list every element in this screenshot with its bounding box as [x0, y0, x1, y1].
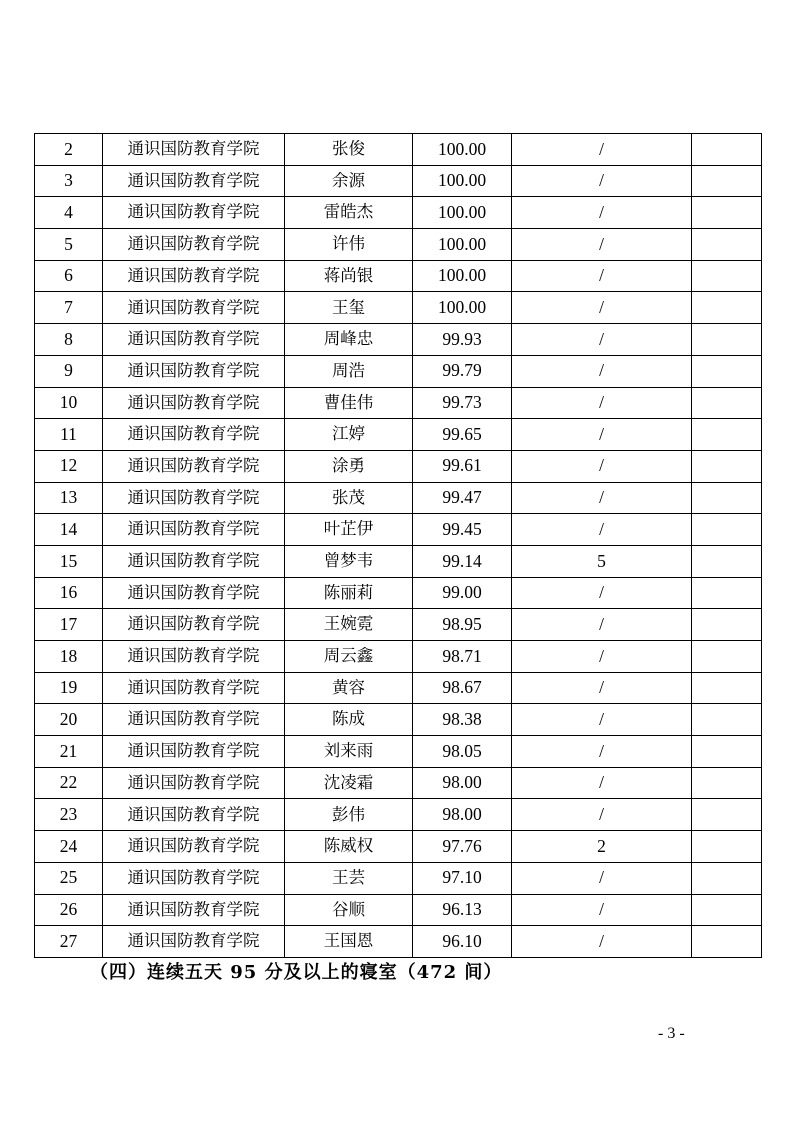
- department-cell: 通识国防教育学院: [103, 260, 285, 292]
- remark-cell: [692, 926, 762, 958]
- page-number: - 3 -: [658, 1025, 685, 1042]
- student-name-cell: 陈成: [285, 704, 413, 736]
- deduction-cell: /: [512, 736, 692, 768]
- score-cell: 99.14: [413, 545, 512, 577]
- table-row: [35, 165, 762, 197]
- score-cell: 99.65: [413, 419, 512, 451]
- student-name-cell: 叶芷伊: [285, 514, 413, 546]
- ranking-table: [34, 133, 762, 958]
- department-cell: 通识国防教育学院: [103, 292, 285, 324]
- deduction-cell: /: [512, 197, 692, 229]
- deduction-cell: /: [512, 862, 692, 894]
- remark-cell: [692, 641, 762, 673]
- score-cell: 99.47: [413, 482, 512, 514]
- deduction-cell: /: [512, 450, 692, 482]
- score-cell: 99.45: [413, 514, 512, 546]
- department-cell: 通识国防教育学院: [103, 609, 285, 641]
- deduction-cell: /: [512, 577, 692, 609]
- department-cell: 通识国防教育学院: [103, 514, 285, 546]
- student-name-cell: 张俊: [285, 134, 413, 166]
- table-row: [35, 197, 762, 229]
- department-cell: 通识国防教育学院: [103, 355, 285, 387]
- row-number-cell: 8: [35, 324, 103, 356]
- remark-cell: [692, 736, 762, 768]
- table-row: [35, 387, 762, 419]
- row-number-cell: 22: [35, 767, 103, 799]
- row-number-cell: 25: [35, 862, 103, 894]
- row-number-cell: 7: [35, 292, 103, 324]
- row-number-cell: 24: [35, 831, 103, 863]
- table-row: [35, 450, 762, 482]
- student-name-cell: 许伟: [285, 229, 413, 261]
- row-number-cell: 4: [35, 197, 103, 229]
- department-cell: 通识国防教育学院: [103, 229, 285, 261]
- row-number-cell: 14: [35, 514, 103, 546]
- table-row: [35, 799, 762, 831]
- score-cell: 99.73: [413, 387, 512, 419]
- row-number-cell: 9: [35, 355, 103, 387]
- score-cell: 98.00: [413, 799, 512, 831]
- section-heading: （四）连续五天 95 分及以上的寝室（472 间）: [90, 962, 503, 983]
- remark-cell: [692, 577, 762, 609]
- student-name-cell: 王芸: [285, 862, 413, 894]
- deduction-cell: /: [512, 514, 692, 546]
- remark-cell: [692, 450, 762, 482]
- score-cell: 99.61: [413, 450, 512, 482]
- score-cell: 100.00: [413, 292, 512, 324]
- deduction-cell: /: [512, 260, 692, 292]
- row-number-cell: 13: [35, 482, 103, 514]
- row-number-cell: 19: [35, 672, 103, 704]
- student-name-cell: 周云鑫: [285, 641, 413, 673]
- student-name-cell: 彭伟: [285, 799, 413, 831]
- remark-cell: [692, 799, 762, 831]
- department-cell: 通识国防教育学院: [103, 482, 285, 514]
- department-cell: 通识国防教育学院: [103, 799, 285, 831]
- row-number-cell: 18: [35, 641, 103, 673]
- score-cell: 98.71: [413, 641, 512, 673]
- department-cell: 通识国防教育学院: [103, 577, 285, 609]
- row-number-cell: 26: [35, 894, 103, 926]
- deduction-cell: /: [512, 926, 692, 958]
- table-row: [35, 704, 762, 736]
- remark-cell: [692, 672, 762, 704]
- department-cell: 通识国防教育学院: [103, 165, 285, 197]
- department-cell: 通识国防教育学院: [103, 926, 285, 958]
- row-number-cell: 3: [35, 165, 103, 197]
- deduction-cell: /: [512, 799, 692, 831]
- remark-cell: [692, 260, 762, 292]
- department-cell: 通识国防教育学院: [103, 672, 285, 704]
- row-number-cell: 15: [35, 545, 103, 577]
- row-number-cell: 20: [35, 704, 103, 736]
- remark-cell: [692, 165, 762, 197]
- score-cell: 100.00: [413, 165, 512, 197]
- score-cell: 98.00: [413, 767, 512, 799]
- student-name-cell: 王玺: [285, 292, 413, 324]
- department-cell: 通识国防教育学院: [103, 387, 285, 419]
- score-cell: 99.00: [413, 577, 512, 609]
- deduction-cell: 2: [512, 831, 692, 863]
- student-name-cell: 刘来雨: [285, 736, 413, 768]
- table-row: [35, 641, 762, 673]
- remark-cell: [692, 514, 762, 546]
- table-row: [35, 134, 762, 166]
- remark-cell: [692, 134, 762, 166]
- table-row: [35, 894, 762, 926]
- department-cell: 通识国防教育学院: [103, 862, 285, 894]
- remark-cell: [692, 387, 762, 419]
- remark-cell: [692, 197, 762, 229]
- student-name-cell: 王国恩: [285, 926, 413, 958]
- department-cell: 通识国防教育学院: [103, 641, 285, 673]
- score-cell: 99.93: [413, 324, 512, 356]
- department-cell: 通识国防教育学院: [103, 134, 285, 166]
- deduction-cell: /: [512, 641, 692, 673]
- department-cell: 通识国防教育学院: [103, 894, 285, 926]
- table-row: [35, 545, 762, 577]
- table-row: [35, 926, 762, 958]
- remark-cell: [692, 355, 762, 387]
- student-name-cell: 周浩: [285, 355, 413, 387]
- department-cell: 通识国防教育学院: [103, 450, 285, 482]
- row-number-cell: 12: [35, 450, 103, 482]
- table-row: [35, 672, 762, 704]
- row-number-cell: 10: [35, 387, 103, 419]
- deduction-cell: /: [512, 387, 692, 419]
- row-number-cell: 21: [35, 736, 103, 768]
- score-cell: 96.10: [413, 926, 512, 958]
- deduction-cell: /: [512, 482, 692, 514]
- deduction-cell: /: [512, 229, 692, 261]
- student-name-cell: 王婉霓: [285, 609, 413, 641]
- score-cell: 97.10: [413, 862, 512, 894]
- deduction-cell: /: [512, 134, 692, 166]
- student-name-cell: 江婷: [285, 419, 413, 451]
- table-row: [35, 831, 762, 863]
- score-cell: 98.05: [413, 736, 512, 768]
- student-name-cell: 陈威权: [285, 831, 413, 863]
- score-cell: 98.95: [413, 609, 512, 641]
- department-cell: 通识国防教育学院: [103, 545, 285, 577]
- score-cell: 99.79: [413, 355, 512, 387]
- deduction-cell: /: [512, 165, 692, 197]
- student-name-cell: 涂勇: [285, 450, 413, 482]
- remark-cell: [692, 831, 762, 863]
- remark-cell: [692, 862, 762, 894]
- remark-cell: [692, 894, 762, 926]
- deduction-cell: /: [512, 324, 692, 356]
- table-row: [35, 260, 762, 292]
- row-number-cell: 16: [35, 577, 103, 609]
- score-cell: 98.38: [413, 704, 512, 736]
- table-row: [35, 577, 762, 609]
- deduction-cell: /: [512, 355, 692, 387]
- deduction-cell: /: [512, 419, 692, 451]
- score-cell: 100.00: [413, 197, 512, 229]
- remark-cell: [692, 292, 762, 324]
- remark-cell: [692, 229, 762, 261]
- table-body: [35, 134, 762, 958]
- row-number-cell: 27: [35, 926, 103, 958]
- department-cell: 通识国防教育学院: [103, 736, 285, 768]
- student-name-cell: 曹佳伟: [285, 387, 413, 419]
- row-number-cell: 23: [35, 799, 103, 831]
- student-name-cell: 黄容: [285, 672, 413, 704]
- deduction-cell: /: [512, 704, 692, 736]
- department-cell: 通识国防教育学院: [103, 831, 285, 863]
- deduction-cell: /: [512, 609, 692, 641]
- remark-cell: [692, 704, 762, 736]
- student-name-cell: 谷顺: [285, 894, 413, 926]
- table-row: [35, 324, 762, 356]
- row-number-cell: 11: [35, 419, 103, 451]
- student-name-cell: 余源: [285, 165, 413, 197]
- department-cell: 通识国防教育学院: [103, 197, 285, 229]
- score-cell: 98.67: [413, 672, 512, 704]
- table-row: [35, 355, 762, 387]
- row-number-cell: 6: [35, 260, 103, 292]
- deduction-cell: /: [512, 292, 692, 324]
- table-row: [35, 292, 762, 324]
- remark-cell: [692, 324, 762, 356]
- deduction-cell: /: [512, 672, 692, 704]
- row-number-cell: 2: [35, 134, 103, 166]
- row-number-cell: 5: [35, 229, 103, 261]
- department-cell: 通识国防教育学院: [103, 419, 285, 451]
- table-row: [35, 767, 762, 799]
- table-row: [35, 419, 762, 451]
- score-cell: 100.00: [413, 260, 512, 292]
- deduction-cell: 5: [512, 545, 692, 577]
- deduction-cell: /: [512, 767, 692, 799]
- department-cell: 通识国防教育学院: [103, 704, 285, 736]
- student-name-cell: 陈丽莉: [285, 577, 413, 609]
- student-name-cell: 曾梦韦: [285, 545, 413, 577]
- student-name-cell: 周峰忠: [285, 324, 413, 356]
- student-name-cell: 蒋尚银: [285, 260, 413, 292]
- table-row: [35, 229, 762, 261]
- score-cell: 96.13: [413, 894, 512, 926]
- table-row: [35, 609, 762, 641]
- table-row: [35, 514, 762, 546]
- table-row: [35, 736, 762, 768]
- remark-cell: [692, 482, 762, 514]
- remark-cell: [692, 545, 762, 577]
- row-number-cell: 17: [35, 609, 103, 641]
- table-row: [35, 862, 762, 894]
- remark-cell: [692, 419, 762, 451]
- score-cell: 100.00: [413, 229, 512, 261]
- score-cell: 97.76: [413, 831, 512, 863]
- department-cell: 通识国防教育学院: [103, 324, 285, 356]
- student-name-cell: 雷皓杰: [285, 197, 413, 229]
- remark-cell: [692, 767, 762, 799]
- table-row: [35, 482, 762, 514]
- department-cell: 通识国防教育学院: [103, 767, 285, 799]
- remark-cell: [692, 609, 762, 641]
- deduction-cell: /: [512, 894, 692, 926]
- score-cell: 100.00: [413, 134, 512, 166]
- student-name-cell: 沈凌霜: [285, 767, 413, 799]
- student-name-cell: 张茂: [285, 482, 413, 514]
